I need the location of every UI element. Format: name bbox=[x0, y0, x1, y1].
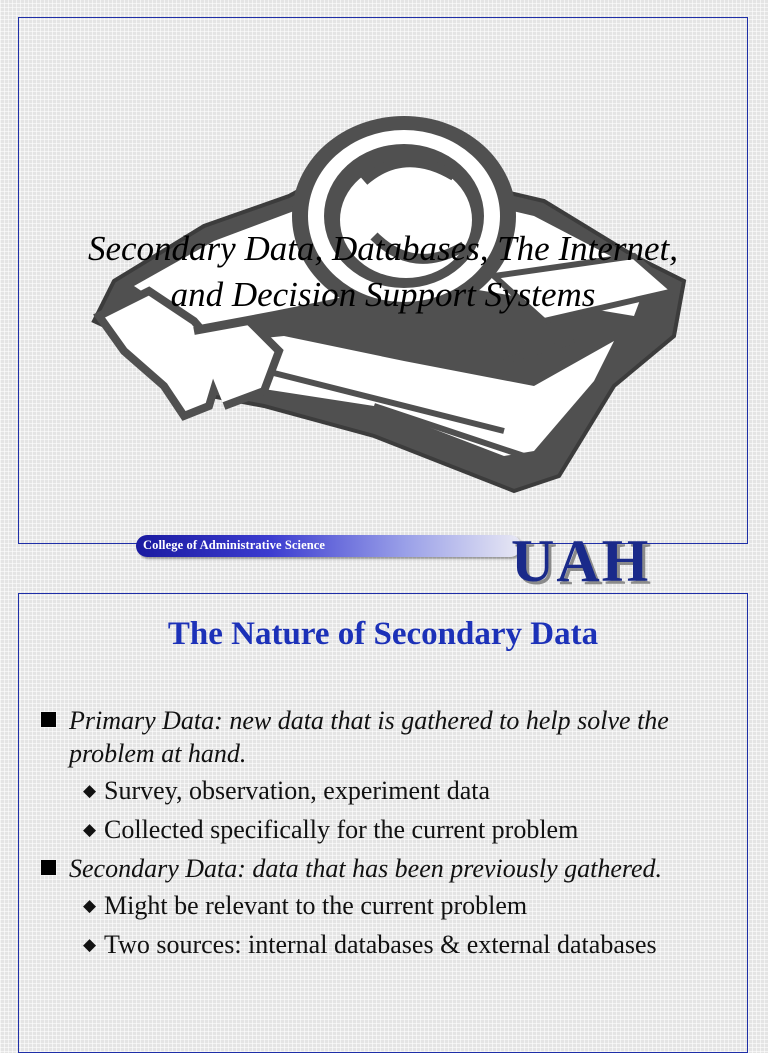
bullet-primary-data bbox=[41, 704, 731, 770]
content-slide bbox=[18, 593, 748, 1053]
square-bullet-icon bbox=[41, 860, 56, 875]
bullet-text: Primary Data: new data that is gathered to help solve the problem at hand. bbox=[69, 706, 669, 768]
sub-bullet bbox=[41, 813, 731, 846]
bullet-secondary-data bbox=[41, 852, 731, 885]
title-slide bbox=[18, 17, 748, 594]
sub-bullet-text: Might be relevant to the current problem bbox=[104, 891, 528, 920]
sub-bullet-text: Two sources: internal databases & external databases bbox=[104, 930, 657, 959]
bullet-list bbox=[41, 704, 731, 967]
uah-logo: UAH bbox=[511, 528, 651, 594]
diamond-bullet-icon: ◆ bbox=[83, 781, 97, 800]
title-line-1: Secondary Data, Databases, The Internet, bbox=[87, 229, 679, 268]
diamond-bullet-icon: ◆ bbox=[83, 896, 97, 915]
diamond-bullet-icon: ◆ bbox=[83, 935, 97, 954]
sub-bullet bbox=[41, 928, 731, 961]
title-line-2: and Decision Support Systems bbox=[170, 275, 596, 314]
sub-bullet-text: Collected specifically for the current problem bbox=[104, 815, 579, 844]
slide-title: The Nature of Secondary Data bbox=[167, 616, 599, 652]
square-bullet-icon bbox=[41, 712, 56, 727]
sub-bullet bbox=[41, 889, 731, 922]
bullet-text: Secondary Data: data that has been previously gathered. bbox=[69, 854, 663, 883]
sub-bullet-text: Survey, observation, experiment data bbox=[104, 776, 491, 805]
college-label: College of Administrative Science bbox=[143, 538, 326, 552]
presentation-title bbox=[19, 226, 747, 318]
diamond-bullet-icon: ◆ bbox=[83, 820, 97, 839]
sub-bullet bbox=[41, 774, 731, 807]
